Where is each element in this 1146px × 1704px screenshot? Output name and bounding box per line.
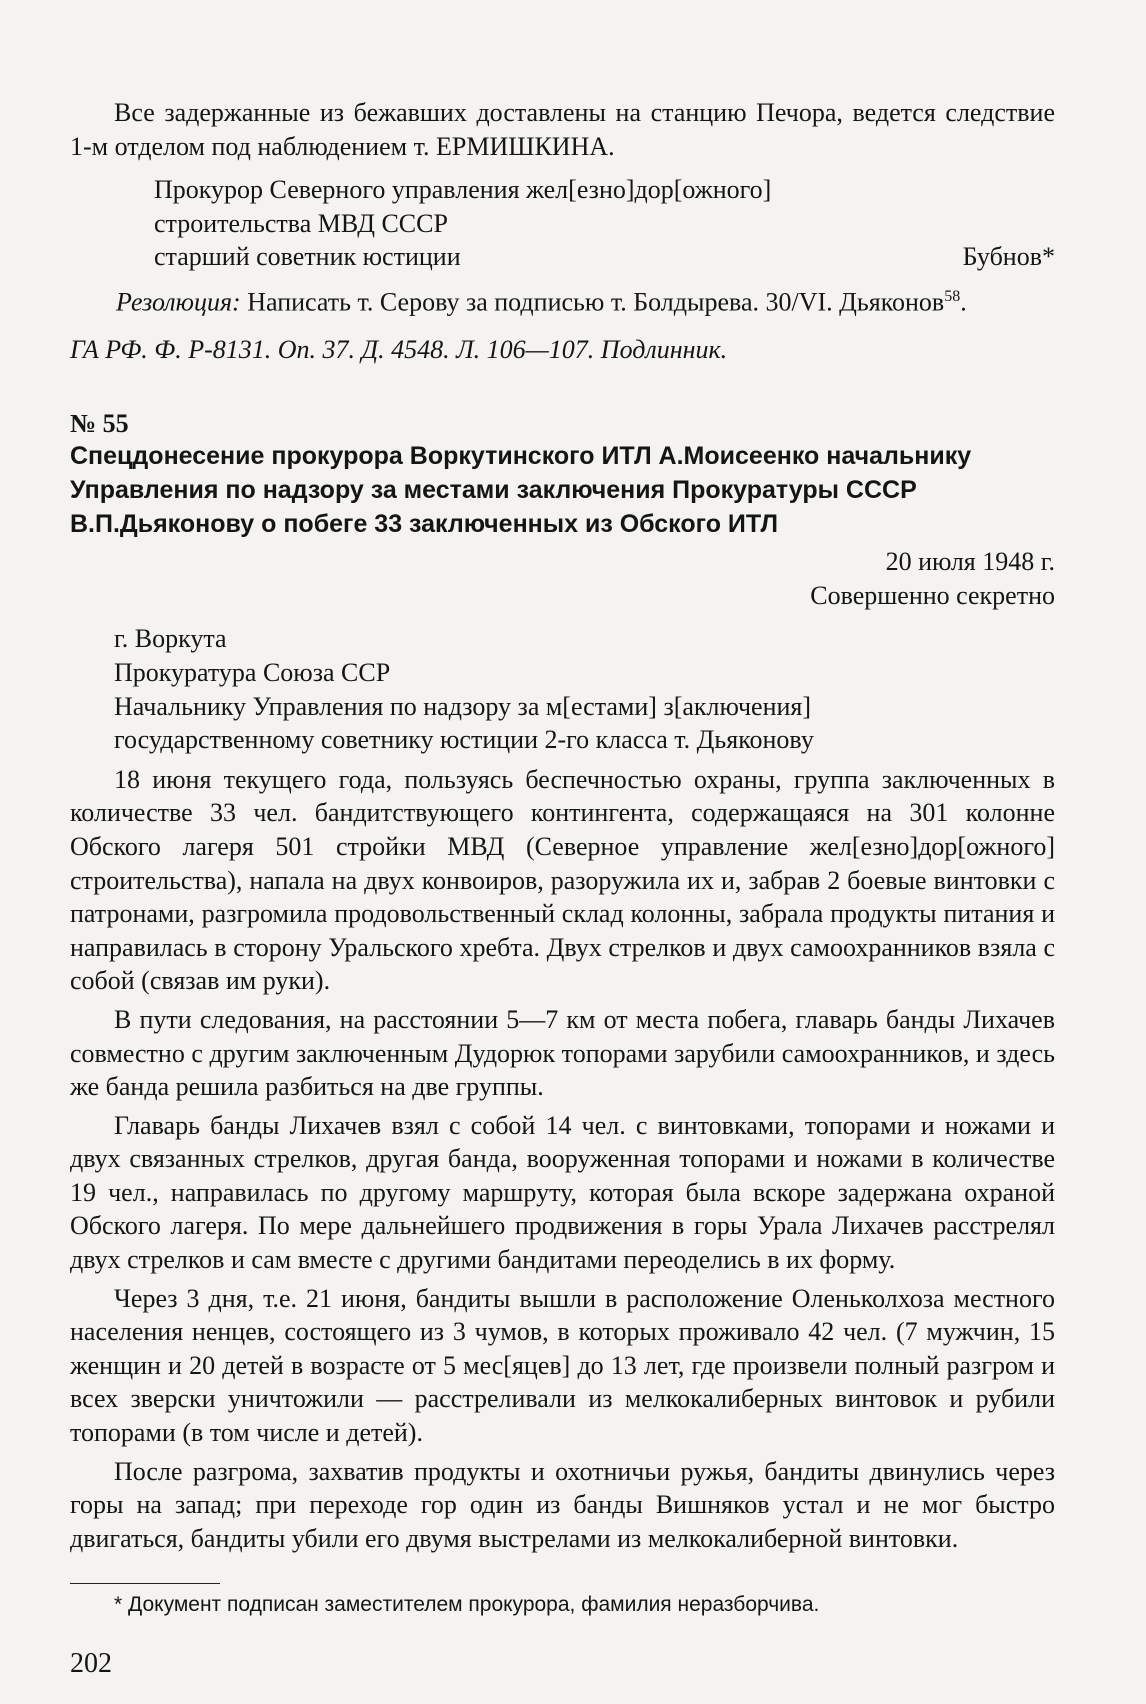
body-paragraph: Главарь банды Лихачев взял с собой 14 чел. с винтовками, топорами и ножами и двух связанных стрелков, другая банда, вооруженная топорами и ножами в количестве 19 чел., направилась по другому маршруту, которая была вскоре задержана охраной Обского лагеря. По мере дальнейшего продвижения в горы Урала Лихачев расстрелял двух стрелков и сам вместе с другими бандитами переоделись в их форму.: [70, 1110, 1055, 1275]
resolution-end: .: [960, 287, 967, 317]
signature-line-3: [154, 240, 1055, 274]
document-date: 20 июля 1948 г.: [885, 547, 1055, 577]
document-number: № 55: [70, 408, 129, 438]
page-number: 202: [70, 1648, 112, 1679]
classification-stamp: Совершенно секретно: [810, 580, 1055, 610]
intro-paragraph: Все задержанные из бежавших доставлены на станцию Печора, ведется следствие 1-м отделом под наблюдением т. ЕРМИШКИНА.: [70, 98, 1055, 161]
body-paragraph: В пути следования, на расстоянии 5—7 км от места побега, главарь банды Лихачев совместно с другим заключенным Дудорюк топорами зарубили самоохранников, и здесь же банда решила разбиться на две группы.: [70, 1004, 1055, 1102]
document-page: [70, 96, 1055, 1555]
document-title: [70, 440, 1055, 541]
document-title-line-2: Управления по надзору за местами заключения Прокуратуры СССР: [70, 476, 917, 504]
resolution-text: Написать т. Серову за подписью т. Болдырева. 30/VI. Дьяконов: [247, 287, 945, 317]
footnote-divider: [70, 1583, 220, 1584]
address-recipient-1: Начальнику Управления по надзору за м[естами] з[аключения]: [114, 691, 812, 721]
signature-line-1: Прокурор Северного управления жел[езно]дор[ожного]: [154, 175, 772, 205]
archive-reference: ГА РФ. Ф. Р-8131. Оп. 37. Д. 4548. Л. 106—107. Подлинник.: [70, 335, 728, 365]
address-org: Прокуратура Союза ССР: [114, 657, 391, 687]
resolution-label: Резолюция:: [116, 287, 241, 317]
body-paragraph: 18 июня текущего года, пользуясь беспечностью охраны, группа заключенных в количестве 33 чел. бандитствующего контингента, содержащаяся на 301 колонне Обского лагеря 501 стройки МВД (Северное управление жел[езно]дор[ожного] строительства), напала на двух конвоиров, разоружила их и, забрав 2 боевые винтовки с патронами, разгромила продовольственный склад колонны, забрала продукты питания и направилась в сторону Уральского хребта. Двух стрелков и двух самоохранников взяла с собой (связав им руки).: [70, 764, 1055, 996]
resolution: [70, 280, 1055, 319]
document-title-line-1: Спецдонесение прокурора Воркутинского ИТЛ А.Моисеенко начальнику: [70, 442, 972, 471]
signature-name: Бубнов*: [962, 242, 1055, 272]
document-title-line-3: В.П.Дьяконову о побеге 33 заключенных из Обского ИТЛ: [70, 509, 779, 538]
signature-line-2: строительства МВД СССР: [154, 208, 448, 238]
address-block: [70, 622, 1055, 756]
footnote: * Документ подписан заместителем прокурора, фамилия неразборчива.: [114, 1593, 820, 1616]
signature-block: [70, 173, 1055, 274]
resolution-footnote-ref: 58: [944, 287, 961, 305]
body-paragraph: После разгрома, захватив продукты и охотничьи ружья, бандиты двинулись через горы на запад; при переходе гор один из банды Вишняков устал и не мог быстро двигаться, бандиты убили его двумя выстрелами из мелкокалиберной винтовки.: [70, 1456, 1055, 1553]
signature-rank: старший советник юстиции: [154, 242, 461, 272]
body-paragraph: Через 3 дня, т.е. 21 июня, бандиты вышли в расположение Оленьколхоза местного населения ненцев, состоящего из 3 чумов, в которых проживало 42 чел. (7 мужчин, 15 женщин и 20 детей в возрасте от 5 мес[яцев] до 13 лет, где произвели полный разгром и всех зверски уничтожили — расстреливали из мелкокалиберных винтовок и рубили топорами (в том числе и детей).: [70, 1283, 1055, 1448]
address-recipient-2: государственному советнику юстиции 2-го класса т. Дьяконову: [114, 725, 814, 755]
address-city: г. Воркута: [114, 624, 227, 654]
